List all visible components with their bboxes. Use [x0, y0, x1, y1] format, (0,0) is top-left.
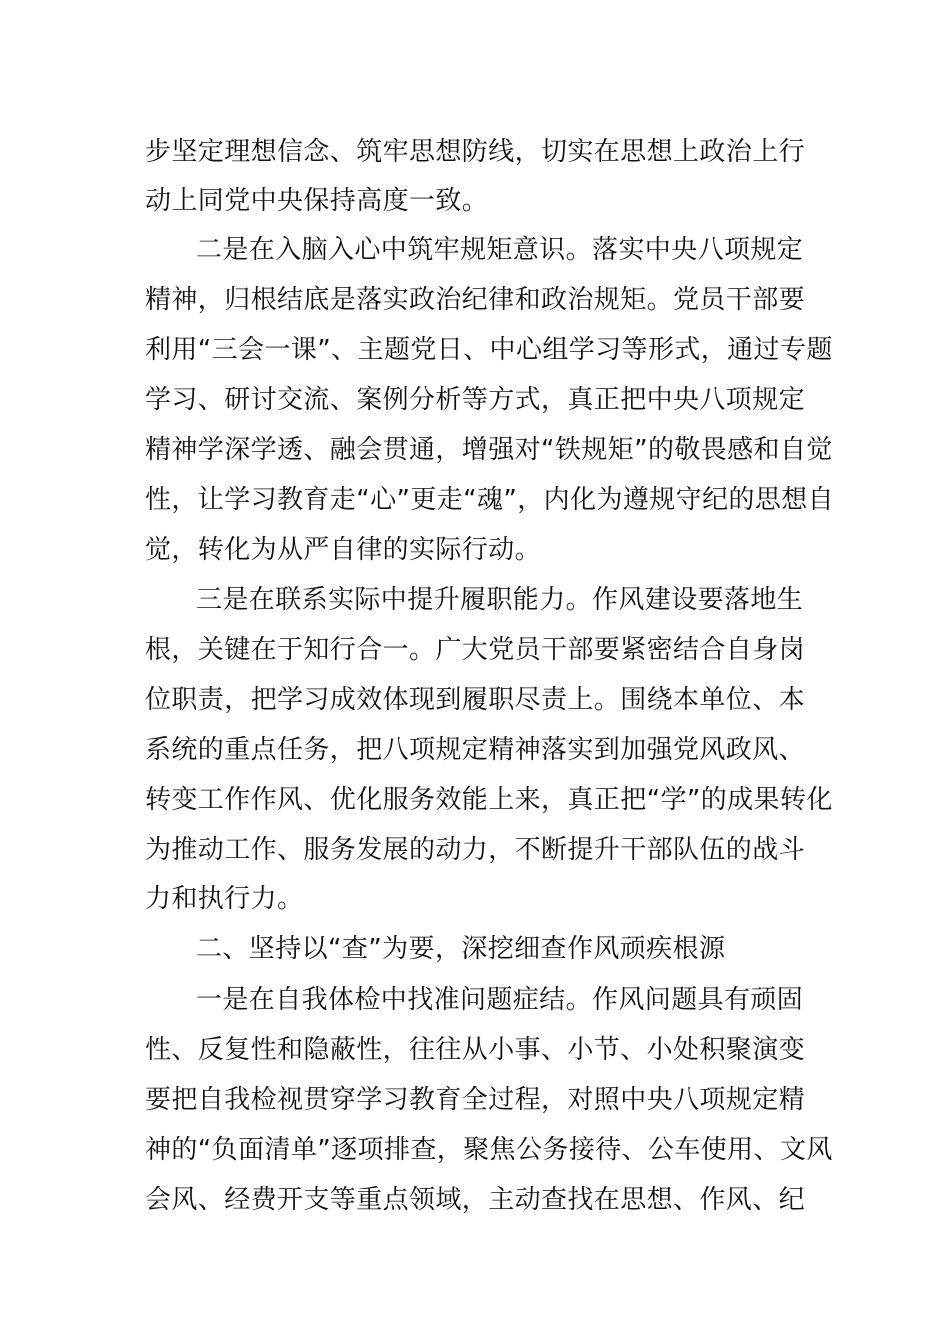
section-heading: 二、坚持以“查”为要，深挖细查作风顽疾根源	[196, 934, 726, 964]
text-line: 动上同党中央保持高度一致。	[145, 186, 489, 216]
text-line: 为推动工作、服务发展的动力，不断提升干部队伍的战斗	[145, 835, 806, 865]
paragraph-start-line: 三是在联系实际中提升履职能力。作风建设要落地生	[196, 585, 804, 615]
text-line: 性、反复性和隐蔽性，往往从小事、小节、小处积聚演变	[145, 1035, 806, 1065]
text-line: 转变工作作风、优化服务效能上来，真正把“学”的成果转化	[145, 785, 833, 815]
text-line: 系统的重点任务，把八项规定精神落实到加强党风政风、	[145, 735, 806, 765]
text-line: 精神，归根结底是落实政治纪律和政治规矩。党员干部要	[145, 285, 806, 315]
text-line: 性，让学习教育走“心”更走“魂”，内化为遵规守纪的思想自	[145, 485, 835, 515]
text-line: 力和执行力。	[145, 884, 304, 914]
text-line: 会风、经费开支等重点领域，主动查找在思想、作风、纪	[145, 1185, 806, 1215]
text-line: 根，关键在于知行合一。广大党员干部要紧密结合自身岗	[145, 635, 806, 665]
text-line: 步坚定理想信念、筑牢思想防线，切实在思想上政治上行	[145, 137, 806, 167]
text-line: 要把自我检视贯穿学习教育全过程，对照中央八项规定精	[145, 1085, 806, 1115]
text-line: 神的“负面清单”逐项排查，聚焦公务接待、公车使用、文风	[145, 1135, 833, 1165]
paragraph-start-line: 二是在入脑入心中筑牢规矩意识。落实中央八项规定	[196, 235, 804, 265]
text-line: 觉，转化为从严自律的实际行动。	[145, 535, 542, 565]
text-line: 位职责，把学习成效体现到履职尽责上。围绕本单位、本	[145, 685, 806, 715]
text-line: 利用“三会一课”、主题党日、中心组学习等形式，通过专题	[145, 335, 833, 365]
text-line: 学习、研讨交流、案例分析等方式，真正把中央八项规定	[145, 385, 806, 415]
text-line: 精神学深学透、融会贯通，增强对“铁规矩”的敬畏感和自觉	[145, 435, 833, 465]
paragraph-start-line: 一是在自我体检中找准问题症结。作风问题具有顽固	[196, 985, 804, 1015]
